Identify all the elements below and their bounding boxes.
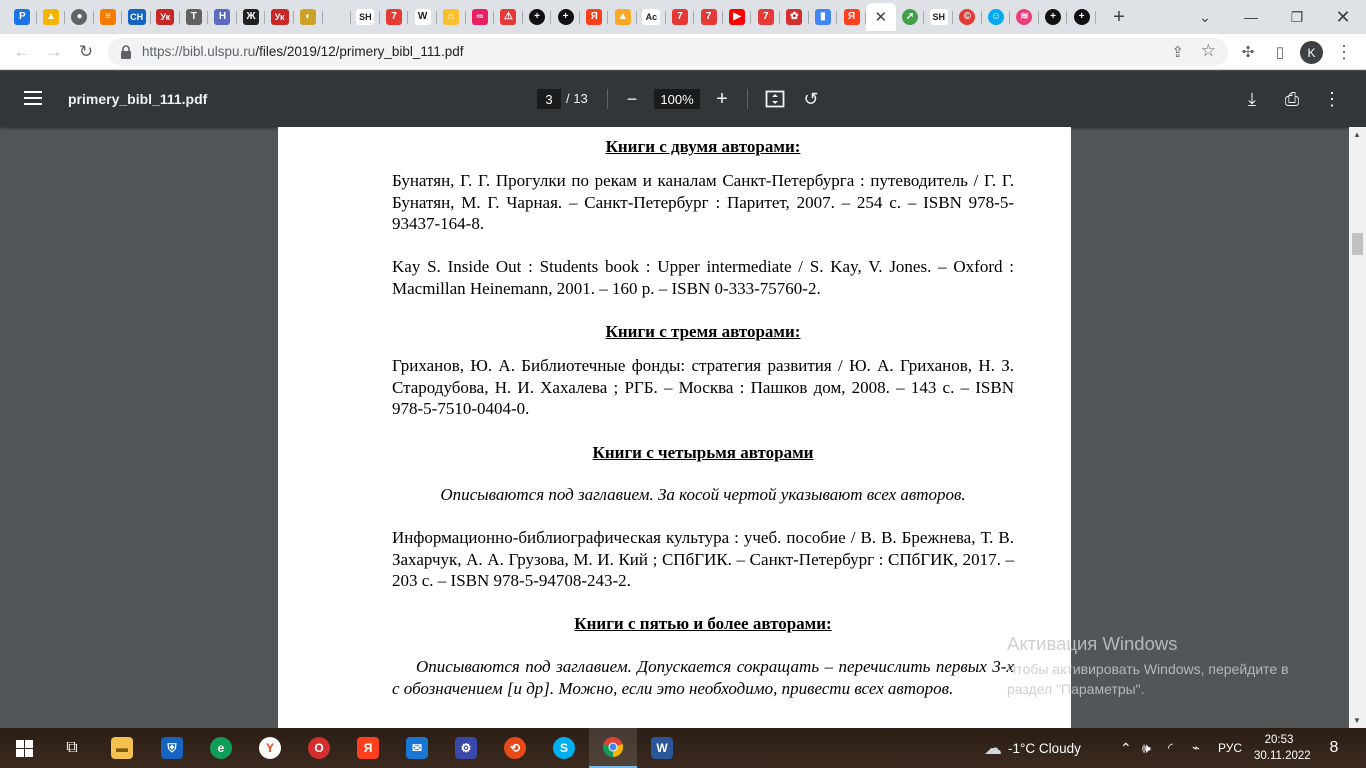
taskbar-edge[interactable] (197, 728, 245, 768)
download-icon[interactable]: ⤓ (1248, 88, 1256, 109)
toolbar-divider (747, 89, 748, 109)
seven-icon: 7 (386, 9, 402, 25)
tab-strip (0, 0, 1366, 34)
taskbar-word[interactable] (638, 728, 686, 768)
stack-icon: ≡ (100, 9, 116, 25)
house-icon: ⌂ (443, 9, 459, 25)
browser-tab[interactable] (953, 3, 982, 31)
browser-tab[interactable] (380, 3, 409, 31)
feather-icon: ◐ (300, 9, 316, 25)
ch-icon: CH (128, 9, 146, 25)
browser-tab[interactable] (351, 3, 380, 31)
share-icon[interactable]: ⇪ (1171, 44, 1184, 61)
browser-tab[interactable] (151, 3, 180, 31)
tr2-icon: Ук (271, 9, 289, 25)
browser-tab[interactable] (466, 3, 495, 31)
extensions-puzzle-icon[interactable]: ✣ (1241, 44, 1255, 61)
page-total: / 13 (566, 91, 588, 106)
scroll-up-arrow-icon[interactable]: ▲ (1353, 130, 1361, 139)
side-panel-icon[interactable]: ▯ (1275, 44, 1285, 61)
browser-tab[interactable] (608, 3, 637, 31)
seven-icon: 7 (701, 9, 717, 25)
browser-tab[interactable] (551, 3, 580, 31)
browser-tab[interactable] (237, 3, 266, 31)
mail-icon: ✉ (406, 737, 428, 759)
close-tab-icon[interactable]: ✕ (874, 9, 888, 26)
warning-icon: ⚠ (500, 9, 516, 25)
sh-icon: SH (356, 9, 374, 25)
tab-list (8, 3, 1096, 31)
browser-tab[interactable] (580, 3, 609, 31)
browser-tab[interactable] (1010, 3, 1039, 31)
youtube-icon: ▶ (729, 9, 745, 25)
document-title: primery_bibl_111.pdf (68, 91, 208, 107)
vertical-scrollbar[interactable] (1349, 127, 1366, 728)
browser-tab[interactable] (180, 3, 209, 31)
h-icon: H (214, 9, 230, 25)
browser-tab[interactable] (1067, 3, 1096, 31)
browser-tab[interactable] (437, 3, 466, 31)
taskbar-defender[interactable] (148, 728, 196, 768)
sh-icon: SH (930, 9, 948, 25)
edge-icon: e (210, 737, 232, 759)
new-tab-button[interactable]: + (1113, 5, 1125, 28)
forward-button[interactable]: → (45, 42, 63, 61)
plus-circle-icon: + (529, 9, 545, 25)
wikipedia-icon: W (415, 9, 431, 25)
page-number-input[interactable]: 3 (537, 89, 561, 109)
yandex-icon: Я (357, 737, 379, 759)
browser-tab[interactable] (1039, 3, 1068, 31)
back-button[interactable]: ← (13, 42, 31, 61)
profile-avatar[interactable]: K (1300, 41, 1323, 64)
pdf-more-icon[interactable]: ⋮ (1323, 88, 1341, 109)
browser-tab[interactable] (265, 3, 294, 31)
crown-icon: ▲ (615, 9, 631, 25)
mind-icon: ✿ (786, 9, 802, 25)
zoom-input[interactable]: 100% (654, 89, 700, 109)
seven-icon: 7 (758, 9, 774, 25)
watermark-line-1: Чтобы активировать Windows, перейдите в (1007, 661, 1289, 677)
url-text[interactable] (142, 44, 463, 59)
reload-button[interactable]: ↻ (78, 42, 94, 61)
task-view-button[interactable]: ⧉ (66, 739, 78, 756)
sidebar-menu-icon[interactable] (24, 91, 42, 105)
browser-tab[interactable] (94, 3, 123, 31)
zh-icon: Ж (243, 9, 259, 25)
p-app-icon: P (14, 9, 30, 25)
window-close-button[interactable]: ✕ (1335, 6, 1351, 27)
heading-five-authors: Книги с пятью и более авторами: (574, 614, 832, 633)
browser-tab[interactable] (751, 3, 780, 31)
browser-tab[interactable] (65, 3, 94, 31)
folder-icon: ▬ (111, 737, 133, 759)
smile-icon: ☺ (988, 9, 1004, 25)
taskbar-opera[interactable] (295, 728, 343, 768)
browser-tab[interactable] (323, 3, 352, 31)
ac-icon: Ac (642, 9, 660, 25)
rotate-icon[interactable]: ↺ (803, 88, 819, 109)
bookmark-star-icon[interactable]: ☆ (1200, 41, 1216, 60)
url-path: /files/2019/12/primery_bibl_111.pdf (255, 44, 464, 59)
browser-toolbar (0, 34, 1366, 70)
browser-tab[interactable] (122, 3, 151, 31)
entry-culture: Информационно-библиографическая культура : учеб. пособие / В. В. Брежнева, Т. В. Захарчук, А. А. Грузова, М. И. Кий ; СПбГИК. – Санкт-Петербург : СПбГИК, 2017. – 203 с. – ISBN 978-5-94708-243-2. (392, 528, 1014, 590)
power-icon[interactable]: ⌁ (1192, 740, 1200, 755)
entry-grikhanov: Гриханов, Ю. А. Библиотечные фонды: стратегия развития / Ю. А. Гриханов, Н. З. Стародубова, Н. И. Хахалева ; РГБ. – Москва : Пашков дом, 2008. – 143 с. – ISBN 978-5-7510-0404-0. (392, 356, 1014, 418)
address-bar[interactable] (108, 38, 1228, 66)
volume-icon[interactable]: 🕪 (1142, 739, 1151, 756)
start-button[interactable] (0, 728, 48, 768)
chrome-icon (602, 736, 624, 758)
cloud-icon: ☁ (984, 737, 1002, 758)
control-panel-icon: ⚙ (455, 737, 477, 759)
network-icon[interactable]: ◜ (1168, 740, 1174, 755)
watermark-line-2: раздел "Параметры". (1007, 681, 1145, 697)
heading-two-authors: Книги с двумя авторами: (605, 137, 801, 156)
pdf-toolbar (0, 71, 1366, 127)
entry-bunatyan: Бунатян, Г. Г. Прогулки по рекам и каналам Санкт-Петербурга : путеводитель / Г. Г. Бунатян, М. Г. Чарная. – Санкт-Петербург : Паритет, 2007. – 254 с. – ISBN 978-5-93437-164-8. (392, 171, 1014, 233)
globe-icon: ● (71, 9, 87, 25)
scrollbar-thumb[interactable] (1352, 233, 1363, 255)
yandex-browser-icon: Y (259, 737, 281, 759)
google-drive-icon: ▲ (43, 9, 59, 25)
minimize-button[interactable]: — (1244, 9, 1258, 25)
yandex-icon: Я (844, 9, 860, 25)
clock-time: 20:53 (1264, 734, 1294, 746)
plus-circle-icon: + (558, 9, 574, 25)
browser-tab[interactable] (666, 3, 695, 31)
weather-widget[interactable] (984, 728, 1081, 768)
browser-tab[interactable] (982, 3, 1011, 31)
windows-activation-watermark (1007, 633, 1289, 699)
taskbar-file-explorer[interactable] (98, 728, 146, 768)
system-clock[interactable] (1254, 732, 1311, 764)
taskbar-yandex[interactable] (344, 728, 392, 768)
windows-logo-icon (16, 740, 33, 757)
browser-tab[interactable] (37, 3, 66, 31)
browser-menu-icon[interactable]: ⋮ (1335, 41, 1353, 62)
t-icon: T (186, 9, 202, 25)
taskbar-skype[interactable] (540, 728, 588, 768)
weather-text: -1°C Cloudy (1008, 740, 1081, 756)
four-authors-rule: Описываются под заглавием. За косой чертой указывают всех авторов. (440, 485, 966, 504)
watermark-title: Активация Windows (1007, 633, 1178, 654)
active-tab[interactable] (866, 3, 896, 31)
url-host: https://bibl.ulspu.ru (142, 44, 256, 59)
stripes-icon: ≋ (1016, 9, 1032, 25)
taskbar-yandex-browser[interactable] (246, 728, 294, 768)
opera-icon: O (308, 737, 330, 759)
browser-tab[interactable] (523, 3, 552, 31)
language-indicator[interactable]: РУС (1218, 741, 1243, 755)
skype-icon: S (553, 737, 575, 759)
docs-icon: ▮ (815, 9, 831, 25)
taskbar-mail[interactable] (393, 728, 441, 768)
taskbar-chrome[interactable] (589, 728, 637, 768)
browser-tab[interactable] (896, 3, 925, 31)
restore-button[interactable]: ❐ (1290, 8, 1304, 25)
entry-kay: Kay S. Inside Out : Students book : Upper intermediate / S. Kay, V. Jones. – Oxford : Macmillan Heinemann, 2001. – 160 p. – ISBN 0-333-75760-2. (392, 257, 1014, 298)
five-authors-rule: Описываются под заглавием. Допускается сокращать – перечислить первых 3-х с обозначением [и др]. Можно, если это необходимо, привести всех авторов. (392, 657, 1014, 698)
copyright-icon: © (959, 9, 975, 25)
tr-icon: Ук (156, 9, 174, 25)
tray-chevron-icon[interactable]: ⌃ (1120, 739, 1132, 756)
yandex-icon: Я (586, 9, 602, 25)
browser-tab[interactable] (837, 3, 866, 31)
browser-tab[interactable] (723, 3, 752, 31)
zoom-in-button[interactable]: + (716, 87, 728, 110)
notification-count: 8 (1329, 739, 1339, 756)
word-icon: W (651, 737, 673, 759)
browser-tab[interactable] (8, 3, 37, 31)
browser-tab[interactable] (494, 3, 523, 31)
toolbar-divider (607, 89, 608, 109)
clock-date: 30.11.2022 (1254, 750, 1311, 762)
taskbar-control-panel[interactable] (442, 728, 490, 768)
zoom-out-button[interactable]: − (626, 88, 638, 109)
browser-tab[interactable] (294, 3, 323, 31)
plus-circle-icon: + (1074, 9, 1090, 25)
seven-icon: 7 (672, 9, 688, 25)
pdf-page (278, 127, 1071, 728)
plus-circle-icon: + (1045, 9, 1061, 25)
scroll-down-arrow-icon[interactable]: ▼ (1353, 716, 1361, 725)
print-icon[interactable]: ⎙ (1284, 88, 1300, 109)
tab-search-icon[interactable]: ⌄ (1199, 8, 1211, 25)
lock-icon[interactable] (119, 44, 133, 60)
browser-tab[interactable] (924, 3, 953, 31)
leaf-icon: ➚ (902, 9, 918, 25)
blank-tab-icon (329, 9, 345, 25)
browser-tab[interactable] (694, 3, 723, 31)
browser-tab[interactable] (637, 3, 666, 31)
app-icon: ⟲ (504, 737, 526, 759)
browser-tab[interactable] (408, 3, 437, 31)
windows-taskbar (0, 728, 1366, 768)
browser-tab[interactable] (208, 3, 237, 31)
shield-icon: ⛨ (161, 737, 183, 759)
taskbar-app[interactable] (491, 728, 539, 768)
heading-three-authors: Книги с тремя авторами: (605, 322, 801, 341)
fit-page-icon[interactable] (763, 87, 787, 111)
browser-tab[interactable] (780, 3, 809, 31)
infinity-icon: ∞ (472, 9, 488, 25)
notification-center-icon[interactable] (1322, 736, 1346, 760)
browser-tab[interactable] (809, 3, 838, 31)
heading-four-authors: Книги с четырьмя авторами (592, 443, 814, 462)
